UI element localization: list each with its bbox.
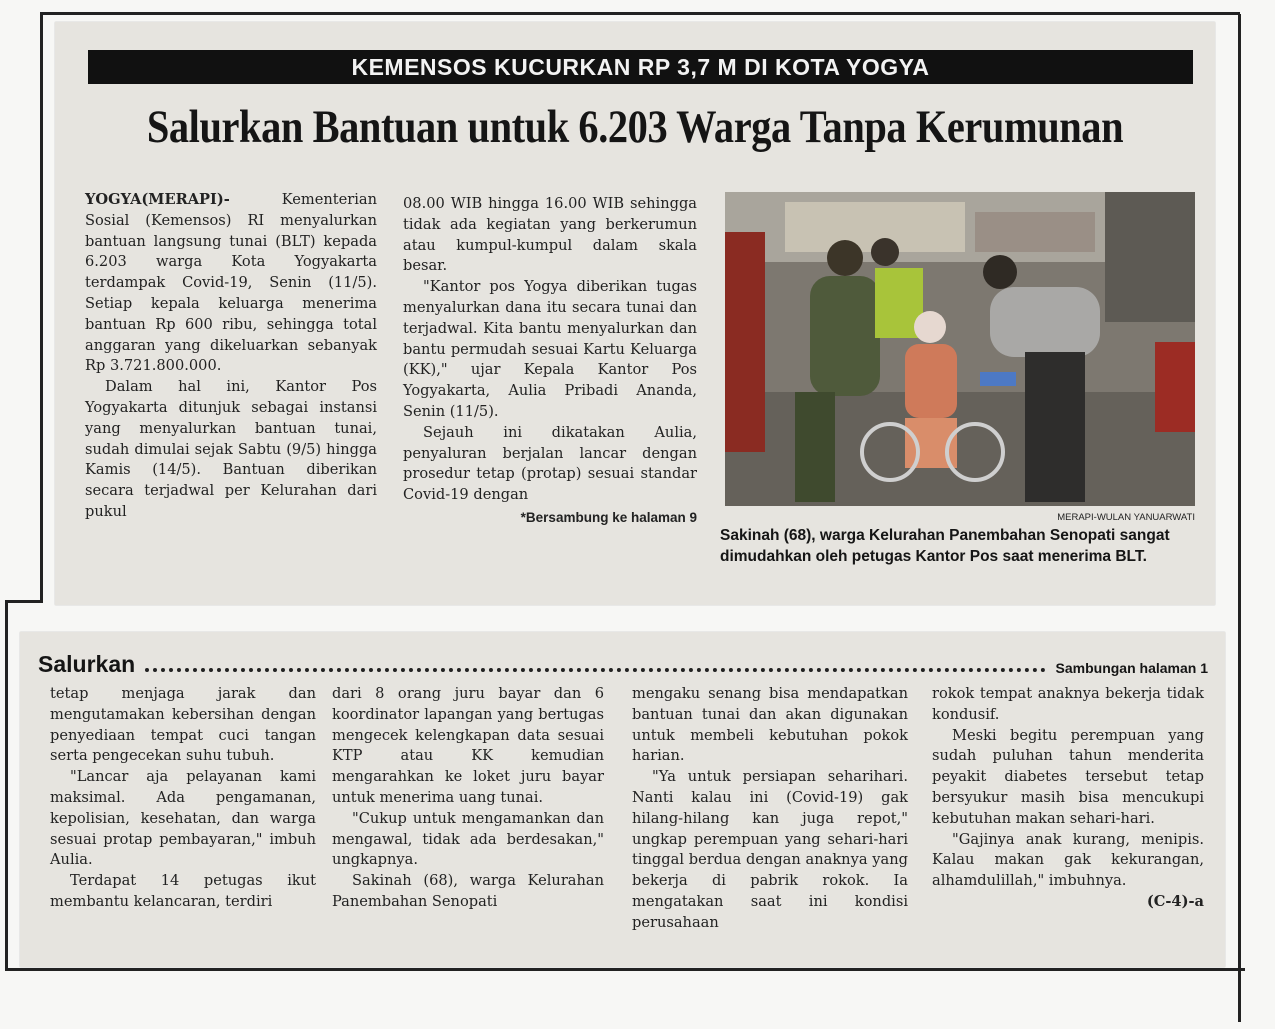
author-sign: (C-4)-a	[1146, 892, 1204, 910]
article-column-2	[403, 194, 697, 529]
frame-line-left-lower	[5, 600, 8, 970]
article-column-1	[85, 190, 377, 523]
article-paragraph: "Kantor pos Yogya diberikan tugas menyalurkan dana itu secara tunai dan terjadwal. Kita bantu menyalurkan dan bantu permudah sesuai Kartu Keluarga (KK)," ujar Kepala Kantor Pos Yogyakarta, Aulia Pribadi Ananda, Senin (11/5).	[403, 278, 697, 420]
news-clipping-continuation	[20, 632, 1225, 967]
news-clipping-main	[55, 22, 1215, 605]
continuation-header	[38, 646, 1208, 678]
article-paragraph: rokok tempat anaknya bekerja tidak kondusif.	[932, 685, 1204, 723]
continuation-column-3	[632, 684, 908, 934]
article-paragraph: "Gajinya anak kurang, menipis. Kalau makan gak kekurangan, alhamdulillah," imbuhnya.	[932, 830, 1204, 890]
article-paragraph: Dalam hal ini, Kantor Pos Yogyakarta ditunjuk sebagai instansi yang menyalurkan bantuan tunai, sudah dimulai sejak Sabtu (9/5) hingga Kamis (14/5). Bantuan diberikan secara terjadwal per Kelurahan dari pukul	[85, 378, 377, 520]
frame-line-right	[1238, 14, 1241, 1022]
dotted-leader	[145, 668, 1045, 672]
article-paragraph: Sakinah (68), warga Kelurahan Panembahan Senopati	[332, 872, 604, 910]
continuation-column-2	[332, 684, 604, 913]
frame-line-top	[40, 12, 1240, 15]
news-photo-illustration	[725, 192, 1195, 506]
frame-line-step	[5, 600, 43, 603]
article-paragraph: "Lancar aja pelayanan kami maksimal. Ada pengamanan, kepolisian, kesehatan, dan warga sesuai protap pembayaran," imbuh Aulia.	[50, 768, 316, 869]
article-paragraph: 08.00 WIB hingga 16.00 WIB sehingga tidak ada kegiatan yang berkerumun atau kumpul-kumpul dalam skala besar.	[403, 195, 697, 275]
continued-note: *Bersambung ke halaman 9	[520, 509, 697, 525]
frame-line-left-upper	[40, 12, 43, 602]
continuation-source: Sambungan halaman 1	[1055, 660, 1208, 676]
article-paragraph: "Ya untuk persiapan seharihari. Nanti kalau ini (Covid-19) gak hilang-hilang kan juga repot," ungkap perempuan yang sehari-hari tinggal berdua dengan anaknya yang bekerja di pabrik rokok. Ia mengatakan saat ini kondisi perusahaan	[632, 768, 908, 931]
article-paragraph: tetap menjaga jarak dan mengutamakan kebersihan dengan penyediaan tempat cuci tangan serta pengecekan suhu tubuh.	[50, 685, 316, 765]
article-paragraph: Sejauh ini dikatakan Aulia, penyaluran berjalan lancar dengan prosedur tetap (protap) sesuai standar Covid-19 dengan	[403, 423, 697, 504]
dateline: YOGYA(MERAPI)-	[85, 191, 230, 208]
headline: Salurkan Bantuan untuk 6.203 Warga Tanpa Kerumunan	[146, 101, 1124, 153]
article-paragraph: "Cukup untuk mengamankan dan mengawal, tidak ada berdesakan," ungkapnya.	[332, 809, 604, 869]
continuation-keyword: Salurkan	[38, 651, 136, 677]
continuation-column-4	[932, 684, 1204, 913]
article-paragraph: Meski begitu perempuan yang sudah puluhan tahun menderita peyakit diabetes tersebut tetap bersyukur masih bisa mencukupi kebutuhan makan sehari-hari.	[932, 726, 1204, 827]
article-paragraph: Terdapat 14 petugas ikut membantu kelancaran, terdiri	[50, 872, 316, 910]
kicker-banner: KEMENSOS KUCURKAN RP 3,7 M DI KOTA YOGYA	[88, 50, 1193, 84]
news-photo	[725, 192, 1195, 506]
frame-line-bottom	[5, 968, 1245, 971]
article-paragraph: YOGYA(MERAPI)- Kementerian Sosial (Kemensos) RI menyalurkan bantuan langsung tunai (BLT) kepada 6.203 warga Kota Yogyakarta terdampak Covid-19, Senin (11/5). Setiap kepala keluarga menerima bantuan Rp 600 ribu, sehingga total anggaran yang dikeluarkan sebanyak Rp 3.721.800.000.	[85, 191, 377, 375]
photo-caption: Sakinah (68), warga Kelurahan Panembahan Senopati sangat dimudahkan oleh petugas Kantor Pos saat menerima BLT.	[720, 527, 1170, 565]
photo-credit: MERAPI-WULAN YANUARWATI	[1057, 512, 1195, 523]
article-paragraph: mengaku senang bisa mendapatkan bantuan tunai dan akan digunakan untuk membeli kebutuhan pokok harian.	[632, 685, 908, 765]
article-paragraph: dari 8 orang juru bayar dan 6 koordinator lapangan yang bertugas mengecek kelengkapan data sesuai KTP atau KK kemudian mengarahkan ke loket juru bayar untuk menerima uang tunai.	[332, 685, 604, 806]
continuation-column-1	[50, 684, 316, 913]
